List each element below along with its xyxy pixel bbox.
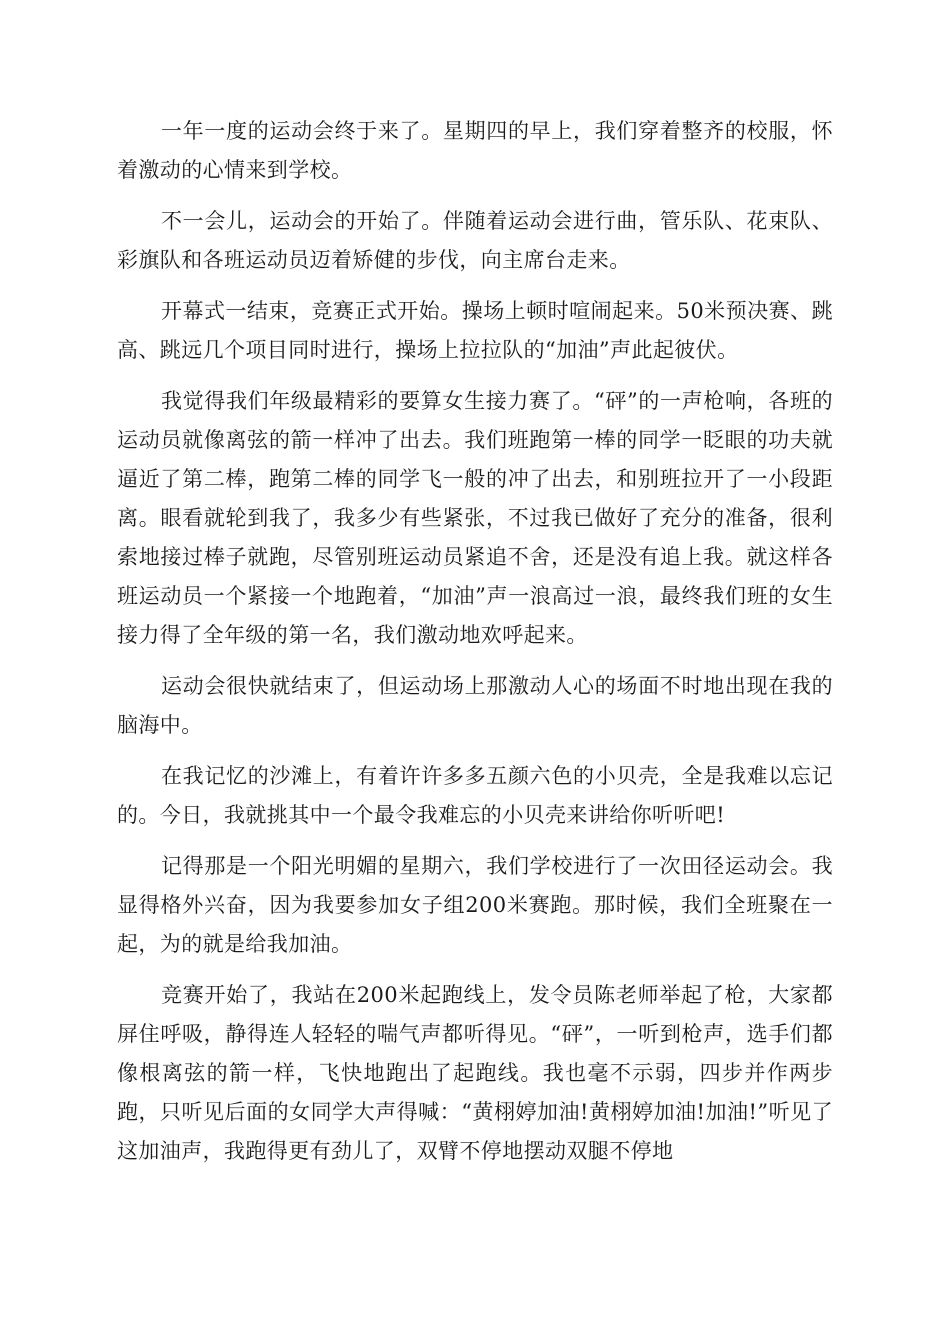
document-body xyxy=(117,112,833,1183)
paragraph-3: 开幕式一结束，竞赛正式开始。操场上顿时喧闹起来。50米预决赛、跳高、跳远几个项目同时进行，操场上拉拉队的“加油”声此起彼伏。 xyxy=(117,299,833,362)
paragraph-8: 竞赛开始了，我站在200米起跑线上，发令员陈老师举起了枪，大家都屏住呼吸，静得连人轻轻的喘气声都听得见。“砰”，一听到枪声，选手们都像根离弦的箭一样，飞快地跑出了起跑线。我也毫不示弱，四步并作两步跑，只听见后面的女同学大声得喊：“黄栩婷加油!黄栩婷加油!加油!”听见了这加油声，我跑得更有劲儿了，双臂不停地摆动双腿不停地 xyxy=(117,983,833,1163)
paragraph-7: 记得那是一个阳光明媚的星期六，我们学校进行了一次田径运动会。我显得格外兴奋，因为我要参加女子组200米赛跑。那时候，我们全班聚在一起，为的就是给我加油。 xyxy=(117,854,833,956)
paragraph-2: 不一会儿，运动会的开始了。伴随着运动会进行曲，管乐队、花束队、彩旗队和各班运动员迈着矫健的步伐，向主席台走来。 xyxy=(117,209,833,272)
paragraph-1: 一年一度的运动会终于来了。星期四的早上，我们穿着整齐的校服，怀着激动的心情来到学校。 xyxy=(117,119,833,182)
paragraph-5: 运动会很快就结束了，但运动场上那激动人心的场面不时地出现在我的脑海中。 xyxy=(117,674,833,737)
paragraph-4: 我觉得我们年级最精彩的要算女生接力赛了。“砰”的一声枪响，各班的运动员就像离弦的箭一样冲了出去。我们班跑第一棒的同学一眨眼的功夫就逼近了第二棒，跑第二棒的同学飞一般的冲了出去，和别班拉开了一小段距离。眼看就轮到我了，我多少有些紧张，不过我已做好了充分的准备，很利索地接过棒子就跑，尽管别班运动员紧追不舍，还是没有追上我。就这样各班运动员一个紧接一个地跑着，“加油”声一浪高过一浪，最终我们班的女生接力得了全年级的第一名，我们激动地欢呼起来。 xyxy=(117,389,833,647)
paragraph-6: 在我记忆的沙滩上，有着许许多多五颜六色的小贝壳，全是我难以忘记的。今日，我就挑其中一个最令我难忘的小贝壳来讲给你听听吧! xyxy=(117,764,833,827)
